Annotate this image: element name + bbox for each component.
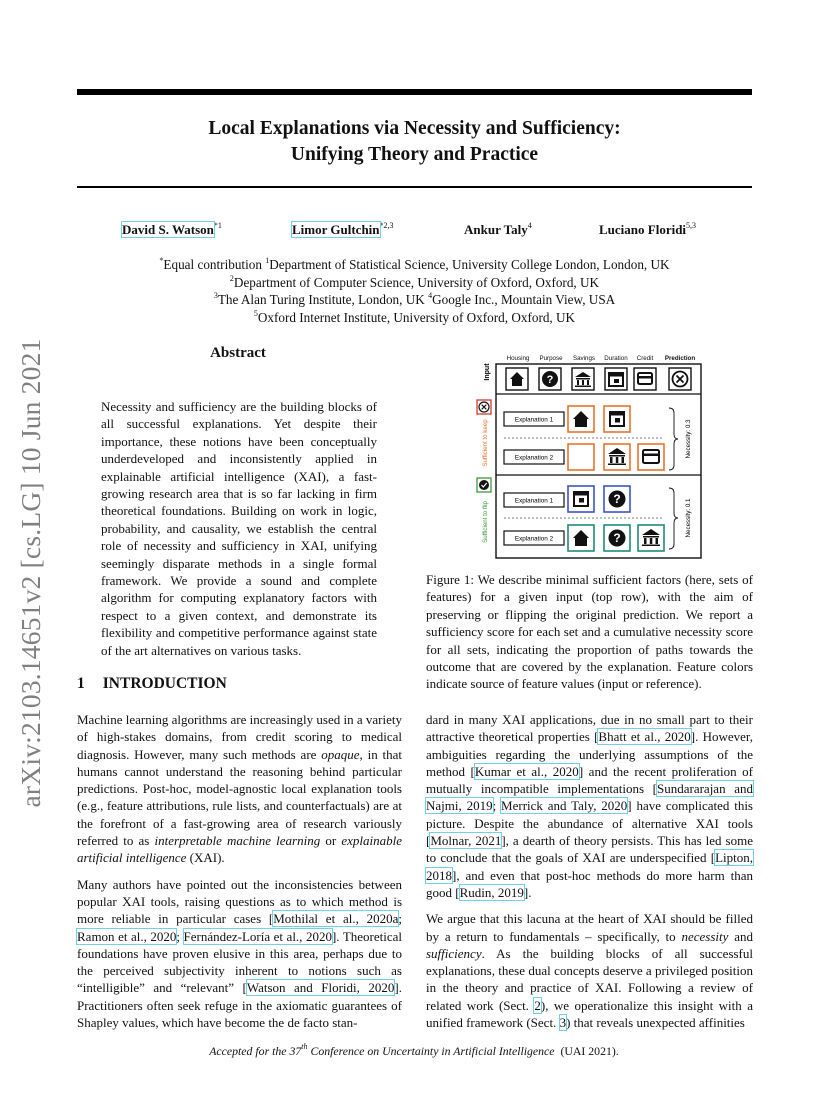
col-header-savings: Savings <box>572 355 596 362</box>
affiliation-line-1 <box>77 256 752 274</box>
brace <box>669 408 678 470</box>
citation-link[interactable]: Merrick and Taly, 2020 <box>501 798 628 814</box>
author-sup: 4 <box>527 221 532 230</box>
col-header-duration: Duration <box>604 355 628 362</box>
question-mark: ? <box>613 531 621 545</box>
keep-label: Sufficient to keep <box>482 419 489 467</box>
author-sup: *1 <box>213 221 222 230</box>
explanation-label: Explanation 2 <box>514 535 554 543</box>
title-line-2: Unifying Theory and Practice <box>290 144 539 165</box>
question-mark: ? <box>546 374 554 386</box>
title-line-1: Local Explanations via Necessity and Sufficiency: <box>208 118 621 139</box>
affil-sup: 2 <box>229 273 234 283</box>
left-column <box>77 711 402 1040</box>
footer-text: Conference on Uncertainty in Artificial Intelligence <box>307 1044 555 1058</box>
section-link[interactable]: 3 <box>559 1015 567 1031</box>
text-run: ], and even that post-hoc methods do more harm than good [ <box>426 867 753 900</box>
house-icon <box>510 372 524 386</box>
paragraph <box>426 711 753 901</box>
section-heading <box>77 675 227 693</box>
text-run: Many authors have pointed out the inconsistencies between popular XAI tools, raising questions as to which method is more reliable in particular cases [ <box>77 876 402 927</box>
author-gultchin <box>292 222 394 238</box>
citation-link[interactable]: Kumar et al., 2020 <box>474 763 579 779</box>
abstract-heading: Abstract <box>210 345 266 361</box>
col-header-prediction: Prediction <box>664 355 696 362</box>
paragraph <box>77 711 402 867</box>
top-rule <box>77 89 752 95</box>
bank-icon <box>642 529 660 546</box>
question-mark: ? <box>613 492 621 506</box>
citation-link[interactable]: Sundararajan and Najmi, 2019 <box>426 781 753 814</box>
page-footer <box>0 1044 828 1059</box>
house-icon <box>573 530 589 546</box>
affil-text: Department of Statistical Science, University College London, London, UK <box>269 257 670 272</box>
necessity-top: Necessity: 0.3 <box>685 419 692 459</box>
author-name: Luciano Floridi <box>599 222 687 237</box>
emphasis: sufficiency <box>426 945 482 961</box>
citation-link[interactable]: Molnar, 2021 <box>430 833 502 849</box>
title-rule <box>77 186 752 188</box>
bank-icon <box>608 448 626 465</box>
paragraph <box>77 876 402 1032</box>
affil-sup: 5 <box>253 308 258 318</box>
emphasis: opaque <box>321 746 360 762</box>
affil-sup: * <box>159 256 164 265</box>
input-label: Input <box>484 363 491 381</box>
citation-link[interactable]: Rudin, 2019 <box>459 884 524 900</box>
figure-1 <box>474 350 704 560</box>
affil-text: The Alan Turing Institute, London, UK <box>217 292 429 307</box>
affil-text: Department of Computer Science, University of Oxford, Oxford, UK <box>233 274 600 290</box>
explanation-label: Explanation 1 <box>514 416 554 424</box>
footer-text: Accepted for the 37 <box>209 1044 302 1058</box>
author-link-gultchin[interactable]: Limor Gultchin <box>292 222 380 237</box>
flip-label: Sufficient to flip <box>482 501 489 543</box>
col-header-purpose: Purpose <box>539 355 563 362</box>
house-icon <box>573 411 589 427</box>
necessity-bottom: Necessity: 0.1 <box>685 498 692 538</box>
explanation-label: Explanation 2 <box>514 454 554 462</box>
col-header-credit: Credit <box>636 355 654 362</box>
emphasis: explainable artificial intelligence <box>77 833 402 866</box>
paper-title <box>77 116 752 168</box>
section-title: INTRODUCTION <box>102 675 227 692</box>
citation-link[interactable]: Watson and Floridi, 2020 <box>246 980 395 996</box>
text-run: ] and the recent proliferation of mutually incompatible implementations [ <box>426 763 753 797</box>
text-run: and <box>728 928 753 944</box>
text-run: , in that humans cannot understand the reasoning behind particular predictions. Post-hoc, model-agnostic local explanation tools (e.g., feature attributions, rule lists, and counterfactuals) are at the forefront of a fast-growing area of research variously referred to as <box>77 746 402 849</box>
figure-1-caption: Figure 1: We describe minimal sufficient factors (here, sets of features) for a given input (top row), with the aim of preserving or flipping the original prediction. We report a sufficiency score for each set and a cumulative necessity score for all sets, indicating the proportion of paths towards the outcome that are covered by the explanation. Feature colors indicate source of feature values (input or reference). <box>426 572 753 692</box>
author-taly <box>464 222 532 238</box>
citation-link[interactable]: Ramon et al., 2020 <box>77 928 177 944</box>
brace <box>669 488 678 549</box>
accept-icon <box>479 480 489 490</box>
text-run: ) that reveals unexpected affinities <box>566 1015 745 1031</box>
footer-sup: th <box>301 1042 308 1051</box>
citation-link[interactable]: Lipton, 2018 <box>426 850 753 883</box>
feature-box <box>568 444 594 470</box>
paragraph <box>426 910 753 1031</box>
text-run: (XAI). <box>186 850 225 866</box>
author-name: Ankur Taly <box>464 222 528 237</box>
input-row <box>506 368 691 390</box>
figure-1-graphic <box>474 350 706 562</box>
text-run: ; <box>176 928 184 944</box>
affil-sup: 1 <box>265 256 270 265</box>
affiliation-line-4 <box>77 309 752 327</box>
text-run: ], a dearth of theory persists. This has led some to conclude that the goals of XAI are underspecified [ <box>426 833 753 866</box>
text-run: . As the building blocks of all successful explanations, these dual concepts deserve a privileged position in the theory and practice of XAI. Following a review of related work (Sect. <box>426 945 753 1013</box>
credit-card-icon <box>643 450 659 463</box>
right-column <box>426 711 753 1040</box>
author-watson <box>122 222 222 238</box>
citation-link[interactable]: Bhatt et al., 2020 <box>598 729 691 745</box>
author-sup: 5,3 <box>686 221 697 230</box>
text-run: ]. However, ambiguities regarding the underlying assumptions of the method [ <box>426 729 753 779</box>
bank-icon <box>575 372 591 387</box>
affil-sup: 3 <box>213 291 218 300</box>
section-link[interactable]: 2 <box>534 997 541 1013</box>
text-run: or <box>320 833 342 849</box>
abstract-body: Necessity and sufficiency are the building blocks of all successful explanations. Yet despite their importance, these notions have been conceptually underdeveloped and inconsistently applied in explainable artificial intelligence (XAI), a fast-growing research area that is so far lacking in firm theoretical foundations. Building on work in logic, probability, and causality, we establish the central role of necessity and sufficiency in XAI, unifying seemingly disparate methods in a single formal framework. We provide a sound and complete algorithm for computing explanatory factors with respect to a given context, and demonstrate its flexibility and competitive performance against state of the art alternatives on various tasks. <box>101 399 377 658</box>
author-floridi <box>599 222 696 238</box>
arxiv-stamp-text: arXiv:2103.14651v2 [cs.LG] 10 Jun 2021 <box>15 338 46 807</box>
emphasis: necessity <box>681 928 729 944</box>
text-run: We argue that this lacuna at the heart of XAI should be filled by a return to fundamentals – specifically, to <box>426 911 753 944</box>
section-number: 1 <box>77 675 85 692</box>
col-header-housing: Housing <box>506 355 530 362</box>
author-sup: *2,3 <box>379 221 394 230</box>
author-link-watson[interactable]: David S. Watson <box>122 222 214 237</box>
affil-text: Oxford Internet Institute, University of Oxford, Oxford, UK <box>257 309 576 325</box>
text-run: ; <box>492 798 502 814</box>
affiliations <box>77 256 752 326</box>
affil-sup: 4 <box>428 291 433 300</box>
affiliation-line-3 <box>77 291 752 309</box>
text-run: Machine learning algorithms are increasingly used in a variety of high-stakes domains, from credit scoring to medical diagnosis. However, many such methods are <box>77 712 402 762</box>
affil-text: Google Inc., Mountain View, USA <box>432 292 616 307</box>
arxiv-stamp <box>11 300 51 845</box>
citation-link[interactable]: Mothilal et al., 2020a <box>273 911 399 927</box>
text-run: ), we operationalize this insight with a unified framework (Sect. <box>426 997 753 1031</box>
emphasis: interpretable machine learning <box>154 833 321 849</box>
affiliation-line-2 <box>77 274 752 292</box>
footer-text: (UAI 2021). <box>560 1044 619 1058</box>
feature-box <box>638 444 664 470</box>
affil-text: Equal contribution <box>163 257 266 272</box>
text-run: ]. <box>523 884 532 900</box>
text-run: ]. Practitioners often seek refuge in the axiomatic guarantees of Shapley values, which have become the de facto stan- <box>77 980 402 1031</box>
explanation-label: Explanation 1 <box>514 497 554 505</box>
text-run: ]. Theoretical foundations have proven elusive in this area, perhaps due to the perceived subjectivity inherent to notions such as “intelligible” and “relevant” [ <box>77 928 402 996</box>
text-run: ; <box>398 911 403 927</box>
text-run: dard in many XAI applications, due in no small part to their attractive theoretical properties [ <box>426 712 753 745</box>
citation-link[interactable]: Fernández-Loría et al., 2020 <box>183 928 332 944</box>
text-run: ] have complicated this picture. Despite the abundance of alternative XAI tools [ <box>426 798 753 849</box>
